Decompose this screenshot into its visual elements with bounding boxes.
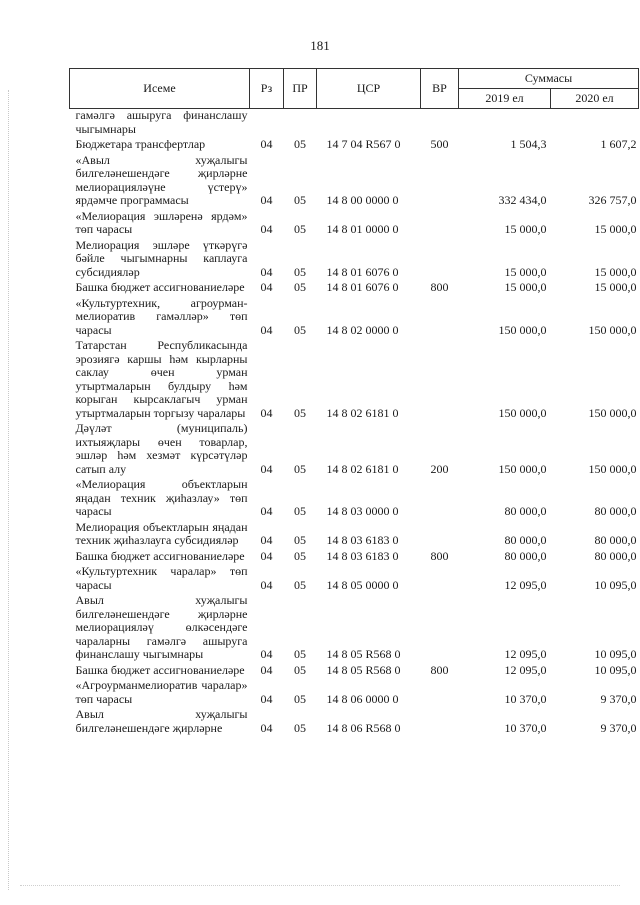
table-row bbox=[70, 339, 639, 422]
row-pr: 05 bbox=[294, 720, 306, 735]
row-amount-2019: 150 000,0 bbox=[498, 405, 547, 420]
row-pr: 05 bbox=[294, 222, 306, 236]
row-amount-2019: 15 000,0 bbox=[504, 264, 547, 279]
table-row bbox=[70, 154, 639, 210]
row-name: Татарстан Республикасында эрозиягә каршы һәм кырларны саклау өчен урман утыртмаларын булдыру һәм корыган кырсаклагыч урман утыртмаларын торгызу чаралары bbox=[75, 338, 248, 420]
row-vr bbox=[421, 109, 459, 139]
row-csr: 14 8 05 R568 0 bbox=[326, 647, 401, 661]
row-csr: 14 8 05 0000 0 bbox=[326, 577, 399, 592]
row-csr: 14 8 01 6076 0 bbox=[326, 280, 399, 294]
row-pr: 05 bbox=[294, 322, 306, 337]
row-csr: 14 8 01 6076 0 bbox=[326, 264, 399, 279]
row-rz: 04 bbox=[260, 222, 273, 236]
row-rz: 04 bbox=[260, 193, 273, 207]
table-row bbox=[70, 239, 639, 282]
row-vr bbox=[421, 594, 459, 664]
header-year-2020: 2020 ел bbox=[551, 89, 639, 109]
row-amount-2020: 15 000,0 bbox=[594, 222, 637, 236]
budget-table bbox=[69, 68, 639, 737]
row-amount-2019: 80 000,0 bbox=[504, 548, 547, 563]
row-vr bbox=[421, 154, 459, 210]
row-vr bbox=[421, 339, 459, 422]
table-row bbox=[70, 281, 639, 297]
row-vr bbox=[421, 521, 459, 550]
row-vr: 800 bbox=[430, 548, 449, 563]
row-name: Бюджетара трансфертлар bbox=[75, 137, 206, 151]
row-amount-2020: 326 757,0 bbox=[588, 193, 637, 207]
scan-margin-dots bbox=[8, 90, 10, 890]
row-amount-2019: 80 000,0 bbox=[504, 504, 547, 518]
row-name: «Культуртехник чаралар» төп чарасы bbox=[75, 564, 248, 592]
row-amount-2020: 80 000,0 bbox=[594, 533, 637, 547]
row-pr: 05 bbox=[294, 264, 306, 279]
row-rz: 04 bbox=[260, 504, 273, 518]
table-row bbox=[70, 422, 639, 478]
row-name: Мелиорация эшләре үткәрүгә бәйле чыгымнарны каплауга субсидияләр bbox=[75, 237, 248, 279]
row-amount-2019: 12 095,0 bbox=[504, 662, 547, 677]
table-body bbox=[70, 109, 639, 738]
row-amount-2020 bbox=[551, 109, 639, 139]
row-amount-2020: 150 000,0 bbox=[588, 322, 637, 337]
row-pr: 05 bbox=[294, 137, 306, 151]
row-amount-2020: 10 095,0 bbox=[594, 662, 637, 677]
row-rz: 04 bbox=[260, 280, 273, 294]
row-csr bbox=[317, 109, 421, 139]
table-row bbox=[70, 594, 639, 664]
row-amount-2020: 80 000,0 bbox=[594, 504, 637, 518]
row-name: гамәлгә ашыруга финанслашу чыгымнары bbox=[75, 108, 248, 136]
row-name: Авыл хуҗалыгы билгеләнешендәге җирләрне bbox=[75, 707, 248, 735]
row-vr bbox=[421, 565, 459, 594]
row-vr bbox=[421, 708, 459, 737]
row-csr: 14 8 03 6183 0 bbox=[326, 533, 399, 547]
row-pr: 05 bbox=[294, 193, 306, 207]
table-row bbox=[70, 708, 639, 737]
row-amount-2019: 10 370,0 bbox=[504, 691, 547, 706]
row-amount-2020: 9 370,0 bbox=[600, 720, 637, 735]
row-csr: 14 8 02 0000 0 bbox=[326, 322, 399, 337]
row-pr: 05 bbox=[294, 461, 306, 476]
row-pr: 05 bbox=[294, 504, 306, 518]
row-csr: 14 8 06 0000 0 bbox=[326, 691, 399, 706]
row-rz: 04 bbox=[260, 322, 273, 337]
row-rz: 04 bbox=[260, 577, 273, 592]
row-amount-2019: 12 095,0 bbox=[504, 577, 547, 592]
row-amount-2020: 9 370,0 bbox=[600, 691, 637, 706]
row-name: Башка бюджет ассигнованиеләре bbox=[75, 280, 245, 294]
row-name: «Мелиорация эшләренә ярдәм» төп чарасы bbox=[75, 208, 248, 236]
row-rz bbox=[250, 109, 284, 139]
row-amount-2019: 332 434,0 bbox=[498, 193, 547, 207]
row-amount-2020: 150 000,0 bbox=[588, 405, 637, 420]
page-number: 181 bbox=[310, 38, 330, 53]
row-csr: 14 8 02 6181 0 bbox=[326, 461, 399, 476]
row-pr: 05 bbox=[294, 548, 306, 563]
row-amount-2019: 10 370,0 bbox=[504, 720, 547, 735]
row-amount-2019: 80 000,0 bbox=[504, 533, 547, 547]
header-name: Исеме bbox=[70, 69, 250, 109]
row-pr: 05 bbox=[294, 405, 306, 420]
row-csr: 14 8 03 6183 0 bbox=[326, 548, 399, 563]
row-csr: 14 8 02 6181 0 bbox=[326, 405, 399, 420]
row-csr: 14 8 03 0000 0 bbox=[326, 504, 399, 518]
table-row bbox=[70, 550, 639, 566]
row-vr bbox=[421, 478, 459, 521]
row-amount-2019: 150 000,0 bbox=[498, 322, 547, 337]
row-name: Башка бюджет ассигнованиеләре bbox=[75, 662, 245, 677]
header-rz: Рз bbox=[250, 69, 284, 109]
row-name: Мелиорация объектларын яңадан техник җиһазлауга субсидияләр bbox=[75, 519, 248, 547]
row-rz: 04 bbox=[260, 662, 273, 677]
row-name: «Агроурманмелиоратив чаралар» төп чарасы bbox=[75, 678, 248, 706]
row-name: «Культуртехник, агроурман-мелиоратив гамәлләр» төп чарасы bbox=[75, 295, 248, 337]
row-vr bbox=[421, 297, 459, 340]
row-vr bbox=[421, 210, 459, 239]
row-name: Авыл хуҗалыгы билгеләнешендәге җирләрне мелиорацияләү өлкәсендәге чараларны гамәлгә ашыруга финанслашу чыгымнары bbox=[75, 593, 248, 661]
table-row bbox=[70, 138, 639, 154]
row-rz: 04 bbox=[260, 720, 273, 735]
row-amount-2020: 80 000,0 bbox=[594, 548, 637, 563]
table-row bbox=[70, 664, 639, 680]
row-amount-2020: 10 095,0 bbox=[594, 647, 637, 661]
row-csr: 14 8 05 R568 0 bbox=[326, 662, 401, 677]
scan-bottom-dots bbox=[20, 885, 620, 887]
row-pr: 05 bbox=[294, 280, 306, 294]
table-header bbox=[70, 69, 639, 109]
row-csr: 14 8 00 0000 0 bbox=[326, 193, 399, 207]
row-vr: 800 bbox=[430, 662, 449, 677]
row-amount-2019: 12 095,0 bbox=[504, 647, 547, 661]
header-vr: ВР bbox=[421, 69, 459, 109]
row-amount-2020: 10 095,0 bbox=[594, 577, 637, 592]
table-row bbox=[70, 109, 639, 139]
row-amount-2020: 150 000,0 bbox=[588, 461, 637, 476]
row-rz: 04 bbox=[260, 691, 273, 706]
row-vr: 500 bbox=[430, 137, 449, 151]
row-rz: 04 bbox=[260, 533, 273, 547]
header-pr: ПР bbox=[284, 69, 317, 109]
header-year-2019: 2019 ел bbox=[459, 89, 551, 109]
table-row bbox=[70, 521, 639, 550]
table-row bbox=[70, 478, 639, 521]
table-row bbox=[70, 679, 639, 708]
row-name: Дәүләт (муниципаль) ихтыяҗлары өчен товарлар, эшләр һәм хезмәт күрсәтүләр сатып алу bbox=[75, 421, 248, 476]
row-pr bbox=[284, 109, 317, 139]
table-row bbox=[70, 210, 639, 239]
row-amount-2019: 15 000,0 bbox=[504, 222, 547, 236]
row-csr: 14 8 01 0000 0 bbox=[326, 222, 399, 236]
row-amount-2019: 15 000,0 bbox=[504, 280, 547, 294]
row-amount-2020: 15 000,0 bbox=[594, 264, 637, 279]
row-amount-2019: 1 504,3 bbox=[510, 137, 547, 151]
row-vr bbox=[421, 239, 459, 282]
row-amount-2019 bbox=[459, 109, 551, 139]
row-name: «Авыл хуҗалыгы билгеләнешендәге җирләрне мелиорацияләүне үстерү» ярдәмче программасы bbox=[75, 152, 248, 207]
row-pr: 05 bbox=[294, 577, 306, 592]
header-sums: Суммасы bbox=[459, 69, 639, 89]
row-amount-2020: 1 607,2 bbox=[600, 137, 637, 151]
row-pr: 05 bbox=[294, 647, 306, 661]
row-rz: 04 bbox=[260, 647, 273, 661]
row-pr: 05 bbox=[294, 691, 306, 706]
row-pr: 05 bbox=[294, 533, 306, 547]
row-vr: 800 bbox=[430, 280, 449, 294]
row-name: Башка бюджет ассигнованиеләре bbox=[75, 548, 245, 563]
row-rz: 04 bbox=[260, 461, 273, 476]
row-rz: 04 bbox=[260, 548, 273, 563]
header-csr: ЦСР bbox=[317, 69, 421, 109]
row-pr: 05 bbox=[294, 662, 306, 677]
row-vr bbox=[421, 679, 459, 708]
row-rz: 04 bbox=[260, 405, 273, 420]
row-amount-2019: 150 000,0 bbox=[498, 461, 547, 476]
table-row bbox=[70, 565, 639, 594]
row-rz: 04 bbox=[260, 264, 273, 279]
row-rz: 04 bbox=[260, 137, 273, 151]
row-name: «Мелиорация объектларын яңадан техник җиһазлау» төп чарасы bbox=[75, 477, 248, 518]
row-csr: 14 8 06 R568 0 bbox=[326, 720, 401, 735]
row-amount-2020: 15 000,0 bbox=[594, 280, 637, 294]
row-csr: 14 7 04 R567 0 bbox=[326, 137, 401, 151]
table-row bbox=[70, 297, 639, 340]
row-vr: 200 bbox=[430, 461, 449, 476]
